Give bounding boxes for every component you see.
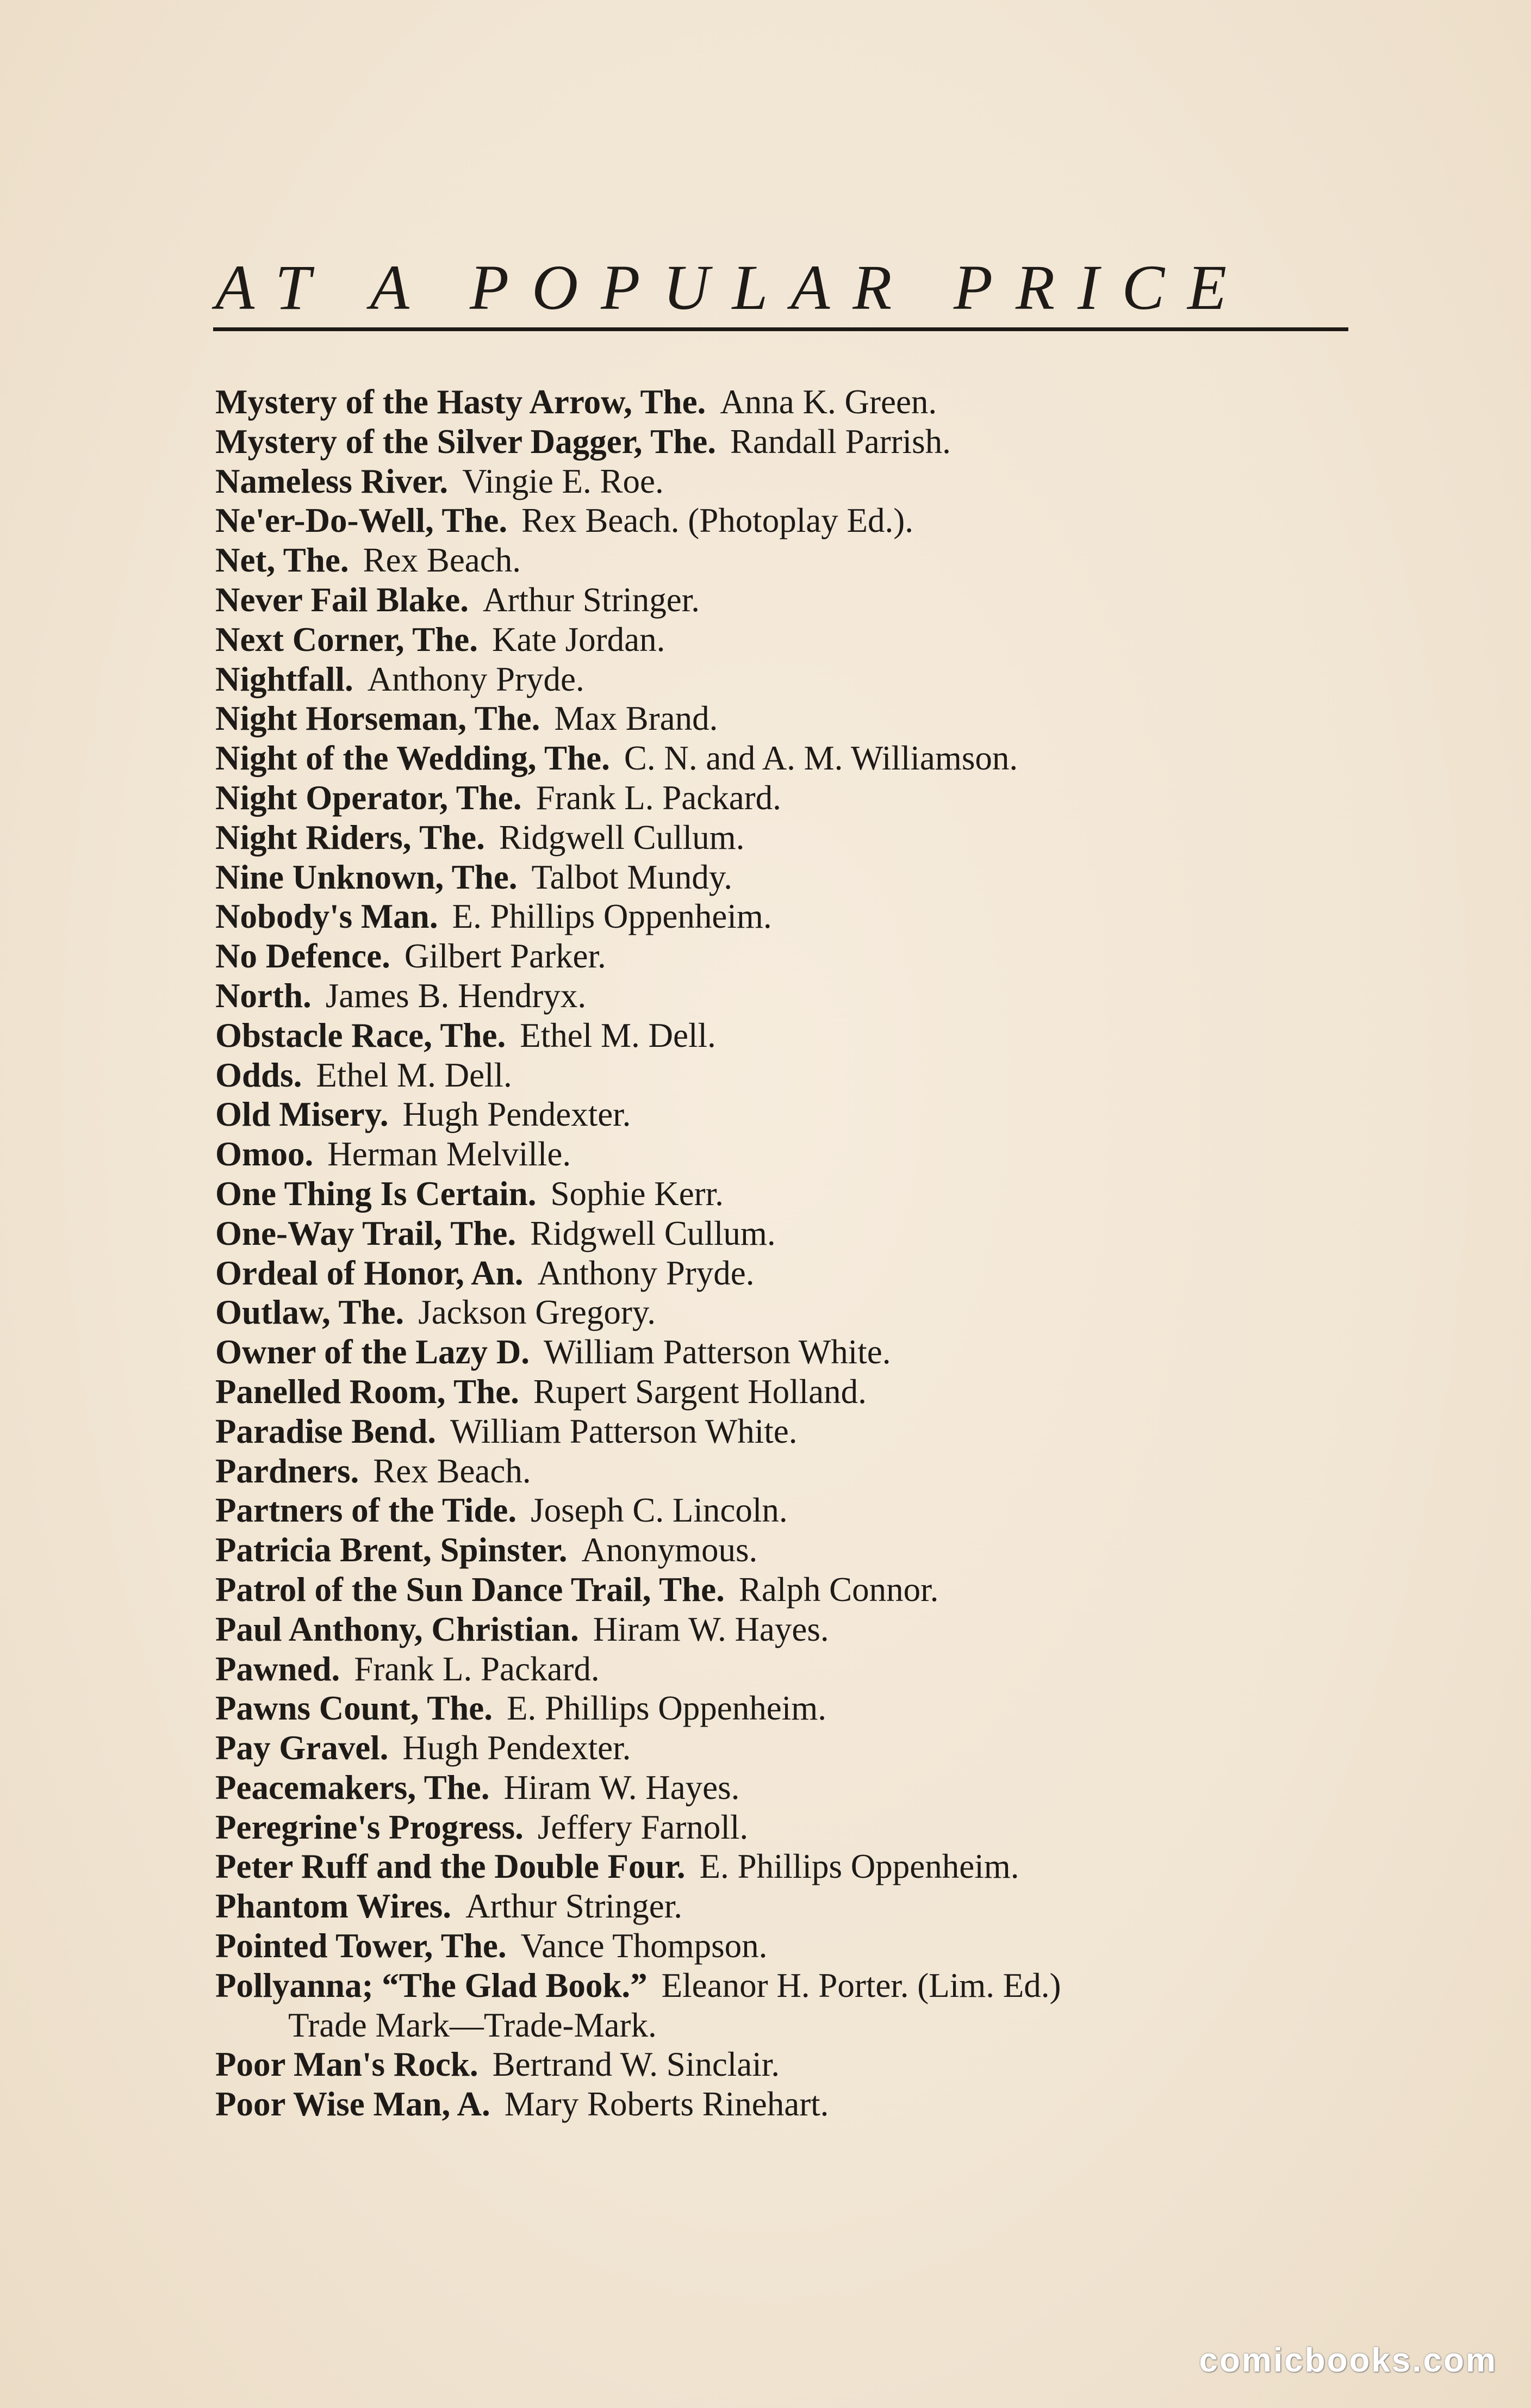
- book-title: Omoo.: [215, 1135, 314, 1174]
- book-author: Frank L. Packard.: [536, 778, 781, 817]
- book-entry: [215, 1451, 1368, 1491]
- book-entry: [215, 2084, 1368, 2124]
- book-author: Rex Beach. (Photoplay Ed.).: [521, 501, 913, 540]
- book-title: Net, The.: [215, 541, 349, 580]
- book-entry: [215, 1412, 1368, 1451]
- book-author: Hiram W. Hayes.: [593, 1610, 829, 1648]
- watermark-logo: comicbooks.com: [1199, 2342, 1497, 2379]
- book-entry: [215, 1689, 1368, 1728]
- book-author: Gilbert Parker.: [404, 937, 606, 976]
- book-author: James B. Hendryx.: [325, 976, 587, 1015]
- book-entry: [215, 1016, 1368, 1056]
- book-entry: [215, 2045, 1368, 2084]
- book-entry: [215, 1174, 1368, 1214]
- book-entry: [215, 1253, 1368, 1293]
- book-title: Paul Anthony, Christian.: [215, 1610, 579, 1648]
- book-author: E. Phillips Oppenheim.: [699, 1847, 1019, 1886]
- book-author: Rex Beach.: [373, 1451, 531, 1490]
- book-entry: [215, 699, 1368, 738]
- book-title: Pawns Count, The.: [215, 1689, 493, 1728]
- book-author: Ridgwell Cullum.: [499, 818, 745, 857]
- book-author: Eleanor H. Porter. (Lim. Ed.): [661, 1966, 1061, 2004]
- book-title: Poor Man's Rock.: [215, 2045, 478, 2084]
- book-entry: [215, 1649, 1368, 1689]
- book-title: Mystery of the Silver Dagger, The.: [215, 422, 716, 461]
- book-title: Nobody's Man.: [215, 897, 438, 936]
- book-entry: [215, 858, 1368, 897]
- book-note: Trade Mark—Trade-Mark.: [288, 2006, 657, 2044]
- book-entry: [215, 1372, 1368, 1412]
- book-title: Nine Unknown, The.: [215, 858, 518, 896]
- book-author: Rupert Sargent Holland.: [533, 1372, 867, 1411]
- book-title: Poor Wise Man, A.: [215, 2085, 490, 2124]
- book-author: Sophie Kerr.: [550, 1174, 724, 1213]
- book-entry: [215, 1926, 1368, 1966]
- book-author: Ethel M. Dell.: [520, 1016, 716, 1054]
- book-entry: [215, 778, 1368, 818]
- book-title: Odds.: [215, 1056, 302, 1094]
- book-entry: [215, 541, 1368, 580]
- book-entry: [215, 422, 1368, 462]
- book-title: Pointed Tower, The.: [215, 1927, 507, 1965]
- book-author: C. N. and A. M. Williamson.: [624, 739, 1018, 778]
- book-author: Vance Thompson.: [520, 1927, 768, 1965]
- book-title: Pollyanna; “The Glad Book.”: [215, 1966, 648, 2004]
- book-author: Arthur Stringer.: [465, 1887, 683, 1926]
- book-title: One Thing Is Certain.: [215, 1174, 537, 1213]
- book-entry: [215, 580, 1368, 620]
- book-title: Old Misery.: [215, 1095, 389, 1134]
- book-author: Jeffery Farnoll.: [537, 1808, 749, 1846]
- book-author: Randall Parrish.: [730, 422, 951, 461]
- book-title: Outlaw, The.: [215, 1293, 404, 1332]
- book-entry: [215, 818, 1368, 858]
- book-author: William Patterson White.: [544, 1333, 891, 1371]
- book-title: Ne'er-Do-Well, The.: [215, 501, 508, 540]
- book-title: Peter Ruff and the Double Four.: [215, 1847, 686, 1886]
- book-entry: [215, 1966, 1368, 2006]
- book-entry: [215, 1293, 1368, 1332]
- book-entry: [215, 1728, 1368, 1768]
- book-author: Arthur Stringer.: [483, 580, 700, 619]
- book-author: Anthony Pryde.: [537, 1253, 755, 1292]
- book-author: Anthony Pryde.: [367, 660, 584, 698]
- book-author: Ethel M. Dell.: [316, 1056, 512, 1094]
- book-author: Kate Jordan.: [491, 620, 665, 659]
- book-title: Night Horseman, The.: [215, 699, 540, 738]
- book-author: Hugh Pendexter.: [402, 1729, 631, 1767]
- book-title: Mystery of the Hasty Arrow, The.: [215, 383, 706, 421]
- book-author: Anna K. Green.: [720, 383, 937, 421]
- book-title: Pardners.: [215, 1451, 359, 1490]
- book-author: Hiram W. Hayes.: [503, 1768, 740, 1807]
- book-title: Owner of the Lazy D.: [215, 1333, 530, 1371]
- book-author: Max Brand.: [554, 699, 718, 738]
- book-author: Mary Roberts Rinehart.: [504, 2085, 829, 2124]
- book-title: Pay Gravel.: [215, 1729, 389, 1767]
- book-title: Peregrine's Progress.: [215, 1808, 524, 1846]
- book-entry: [215, 738, 1368, 778]
- book-entry: [215, 1530, 1368, 1570]
- book-title: Ordeal of Honor, An.: [215, 1253, 524, 1292]
- book-author: Talbot Mundy.: [531, 858, 733, 896]
- book-author: William Patterson White.: [450, 1412, 798, 1450]
- book-title: Night Riders, The.: [215, 818, 485, 857]
- book-author: Herman Melville.: [327, 1135, 571, 1174]
- book-author: Ralph Connor.: [738, 1570, 939, 1609]
- book-title: Never Fail Blake.: [215, 580, 469, 619]
- book-title: Obstacle Race, The.: [215, 1016, 506, 1054]
- book-entry: [215, 1056, 1368, 1095]
- book-title: Partners of the Tide.: [215, 1491, 517, 1530]
- book-author: Bertrand W. Sinclair.: [492, 2045, 780, 2084]
- book-entry: [215, 1847, 1368, 1886]
- book-title: North.: [215, 976, 312, 1015]
- book-title: Nightfall.: [215, 660, 353, 698]
- book-entry: [215, 1570, 1368, 1610]
- book-author: Jackson Gregory.: [418, 1293, 656, 1332]
- book-author: Ridgwell Cullum.: [530, 1214, 776, 1252]
- book-entry: [215, 501, 1368, 541]
- book-title: Night of the Wedding, The.: [215, 739, 610, 778]
- page-title: AT A POPULAR PRICE: [215, 252, 1250, 323]
- book-author: Joseph C. Lincoln.: [531, 1491, 788, 1530]
- book-entry: [215, 1134, 1368, 1174]
- book-title: No Defence.: [215, 937, 390, 976]
- book-entry: [215, 660, 1368, 699]
- book-list: [215, 382, 1368, 2124]
- book-author: Anonymous.: [581, 1531, 758, 1569]
- book-title: One-Way Trail, The.: [215, 1214, 516, 1252]
- book-entry: [215, 462, 1368, 501]
- book-author: E. Phillips Oppenheim.: [452, 897, 772, 936]
- book-entry: [215, 382, 1368, 422]
- title-underline: [213, 327, 1348, 331]
- book-entry: [215, 1886, 1368, 1926]
- book-entry: [215, 976, 1368, 1016]
- book-title: Next Corner, The.: [215, 620, 478, 659]
- book-title: Phantom Wires.: [215, 1887, 452, 1926]
- book-title: Paradise Bend.: [215, 1412, 437, 1450]
- book-title: Pawned.: [215, 1649, 340, 1688]
- book-entry: [215, 936, 1368, 976]
- book-author: Hugh Pendexter.: [402, 1095, 631, 1134]
- book-entry: [215, 1768, 1368, 1808]
- page-header: [213, 252, 1348, 331]
- book-title: Night Operator, The.: [215, 778, 522, 817]
- book-entry: [215, 1095, 1368, 1134]
- book-entry: [215, 1332, 1368, 1372]
- book-entry: [215, 897, 1368, 936]
- book-entry: [215, 1214, 1368, 1253]
- book-title: Patrol of the Sun Dance Trail, The.: [215, 1570, 725, 1609]
- book-author: E. Phillips Oppenheim.: [506, 1689, 826, 1728]
- book-entry: [215, 1610, 1368, 1649]
- book-entry: [215, 1491, 1368, 1530]
- book-author: Frank L. Packard.: [354, 1649, 600, 1688]
- book-entry: [215, 620, 1368, 660]
- book-title: Patricia Brent, Spinster.: [215, 1531, 568, 1569]
- book-author: Vingie E. Roe.: [462, 462, 664, 500]
- book-title: Peacemakers, The.: [215, 1768, 490, 1807]
- book-title: Nameless River.: [215, 462, 449, 500]
- book-author: Rex Beach.: [363, 541, 521, 580]
- book-title: Panelled Room, The.: [215, 1372, 519, 1411]
- book-entry-continuation: [215, 2006, 1368, 2045]
- book-entry: [215, 1808, 1368, 1847]
